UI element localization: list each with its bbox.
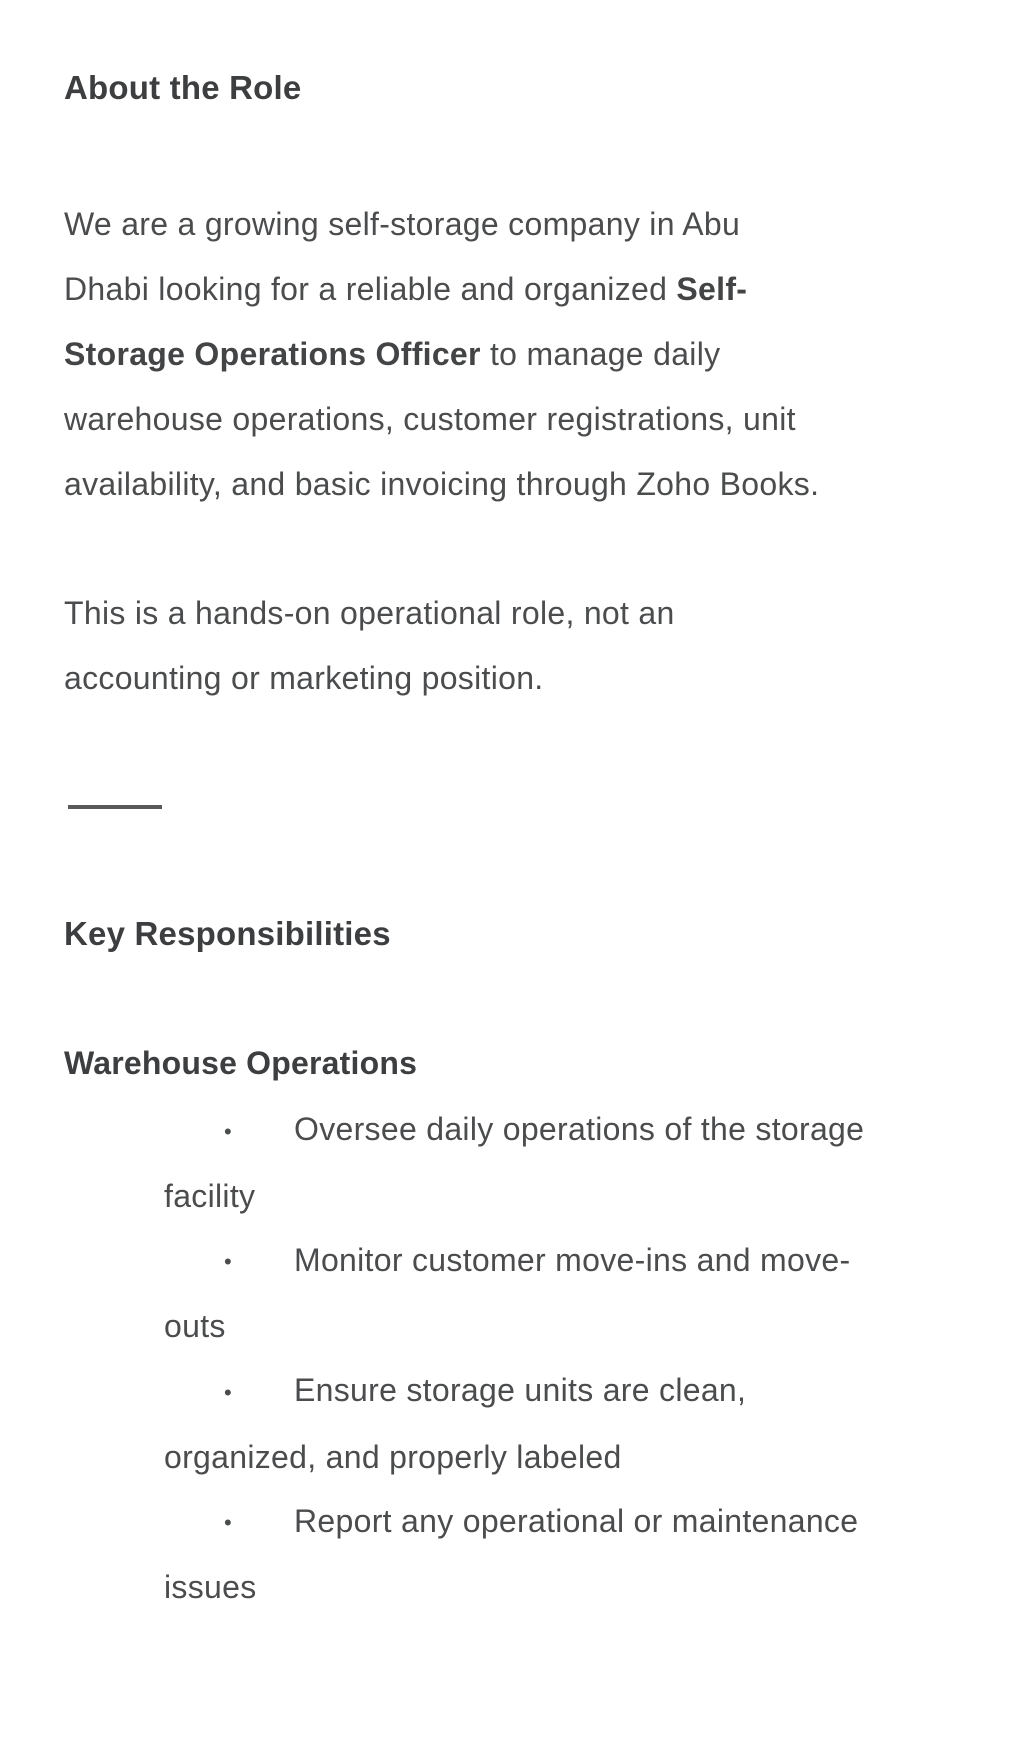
- paragraph-text: Dhabi looking for a reliable and organized: [64, 271, 677, 307]
- bullet-text: Monitor customer move-ins and move-: [294, 1241, 851, 1278]
- bullet-item-wrap-line: [164, 1425, 960, 1489]
- bullet-dot-icon: •: [224, 1249, 233, 1275]
- paragraph-line: [64, 257, 960, 322]
- bullet-item-first-line: [224, 1489, 960, 1556]
- warehouse-operations-heading: Warehouse Operations: [64, 1045, 418, 1081]
- paragraph-text: accounting or marketing position.: [64, 660, 544, 696]
- bullet-text: Report any operational or maintenance: [294, 1502, 859, 1539]
- about-paragraph: [64, 192, 960, 517]
- about-the-role-heading: About the Role: [64, 69, 302, 106]
- bullet-text: Ensure storage units are clean,: [294, 1372, 747, 1409]
- bullet-dot-icon: •: [224, 1510, 233, 1536]
- paragraph-line: [64, 452, 960, 517]
- job-title-bold-text: Storage Operations Officer: [64, 336, 481, 372]
- job-title-bold-text: Self-: [676, 271, 748, 307]
- divider-line: [68, 805, 162, 809]
- bullet-dot-icon: •: [224, 1379, 233, 1405]
- bullet-text: facility: [164, 1177, 256, 1214]
- warehouse-bullet-list: [64, 1097, 960, 1619]
- paragraph-line: [64, 581, 960, 646]
- role-clarification-paragraph: [64, 581, 960, 711]
- bullet-item-first-line: [224, 1358, 960, 1425]
- paragraph-line: [64, 322, 960, 387]
- bullet-item-wrap-line: [164, 1555, 960, 1619]
- paragraph-text: This is a hands-on operational role, not an: [64, 595, 675, 631]
- bullet-dot-icon: •: [224, 1118, 233, 1144]
- paragraph-text: availability, and basic invoicing through Zoho Books.: [64, 466, 820, 502]
- paragraph-line: [64, 192, 960, 257]
- bullet-item-wrap-line: [164, 1164, 960, 1228]
- paragraph-text: to manage daily: [480, 336, 721, 372]
- bullet-text: outs: [164, 1308, 226, 1345]
- paragraph-text: We are a growing self-storage company in Abu: [64, 206, 741, 242]
- bullet-item-first-line: [224, 1097, 960, 1164]
- paragraph-text: warehouse operations, customer registrations, unit: [64, 401, 796, 437]
- paragraph-line: [64, 646, 960, 711]
- job-description-document: [0, 66, 1024, 1619]
- bullet-text: issues: [164, 1569, 257, 1606]
- bullet-text: organized, and properly labeled: [164, 1438, 622, 1475]
- bullet-item-wrap-line: [164, 1294, 960, 1358]
- paragraph-line: [64, 387, 960, 452]
- bullet-text: Oversee daily operations of the storage: [294, 1111, 865, 1147]
- key-responsibilities-heading: Key Responsibilities: [64, 915, 391, 952]
- bullet-item-first-line: [224, 1228, 960, 1295]
